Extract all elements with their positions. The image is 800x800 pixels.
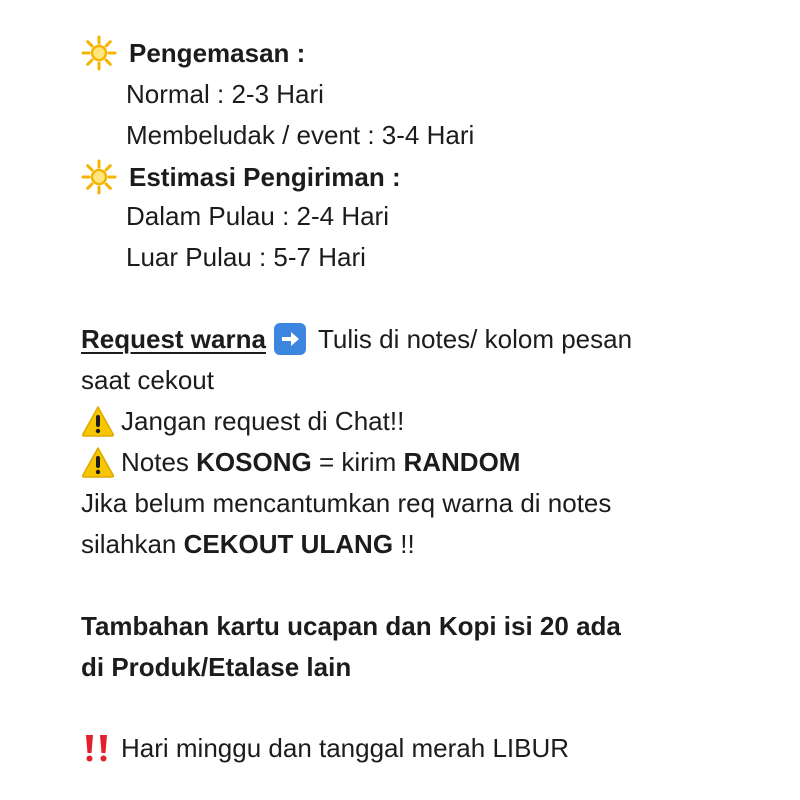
- packing-title: Pengemasan :: [129, 38, 306, 68]
- sun-icon: [81, 159, 117, 195]
- right-arrow-icon: [274, 323, 306, 355]
- warning-notes-random: RANDOM: [403, 447, 521, 477]
- packing-normal: Normal : 2-3 Hari: [126, 79, 324, 109]
- double-exclamation-icon: [81, 732, 113, 764]
- warning-icon: [81, 405, 115, 437]
- extra-line2: di Produk/Etalase lain: [81, 652, 352, 682]
- holiday-line: [81, 731, 569, 765]
- shipping-heading: [81, 159, 401, 195]
- warning-notes-kosong: KOSONG: [196, 447, 312, 477]
- shipping-inside: Dalam Pulau : 2-4 Hari: [126, 201, 389, 231]
- request-text-line1: Tulis di notes/ kolom pesan: [317, 324, 633, 354]
- warning-chat: [81, 404, 404, 438]
- info-line2-suffix: !!: [393, 529, 415, 559]
- packing-heading: [81, 35, 305, 71]
- extra-line1: Tambahan kartu ucapan dan Kopi isi 20 ada: [81, 611, 621, 641]
- warning-notes-prefix: Notes: [121, 447, 197, 477]
- warning-chat-text: Jangan request di Chat!!: [121, 406, 405, 436]
- request-line: [81, 322, 632, 356]
- request-label: Request warna: [81, 324, 266, 354]
- request-text-line2: saat cekout: [81, 365, 214, 395]
- info-line1: Jika belum mencantumkan req warna di notes: [81, 488, 612, 518]
- info-line2-prefix: silahkan: [81, 529, 184, 559]
- info-line2: [81, 527, 415, 561]
- warning-icon: [81, 446, 115, 478]
- shipping-title: Estimasi Pengiriman :: [129, 162, 401, 192]
- holiday-text: Hari minggu dan tanggal merah LIBUR: [121, 733, 570, 763]
- warning-notes-mid: = kirim: [311, 447, 404, 477]
- info-line2-bold: CEKOUT ULANG: [183, 529, 394, 559]
- shipping-outside: Luar Pulau : 5-7 Hari: [126, 242, 366, 272]
- warning-notes: [81, 445, 520, 479]
- packing-event: Membeludak / event : 3-4 Hari: [126, 120, 475, 150]
- sun-icon: [81, 35, 117, 71]
